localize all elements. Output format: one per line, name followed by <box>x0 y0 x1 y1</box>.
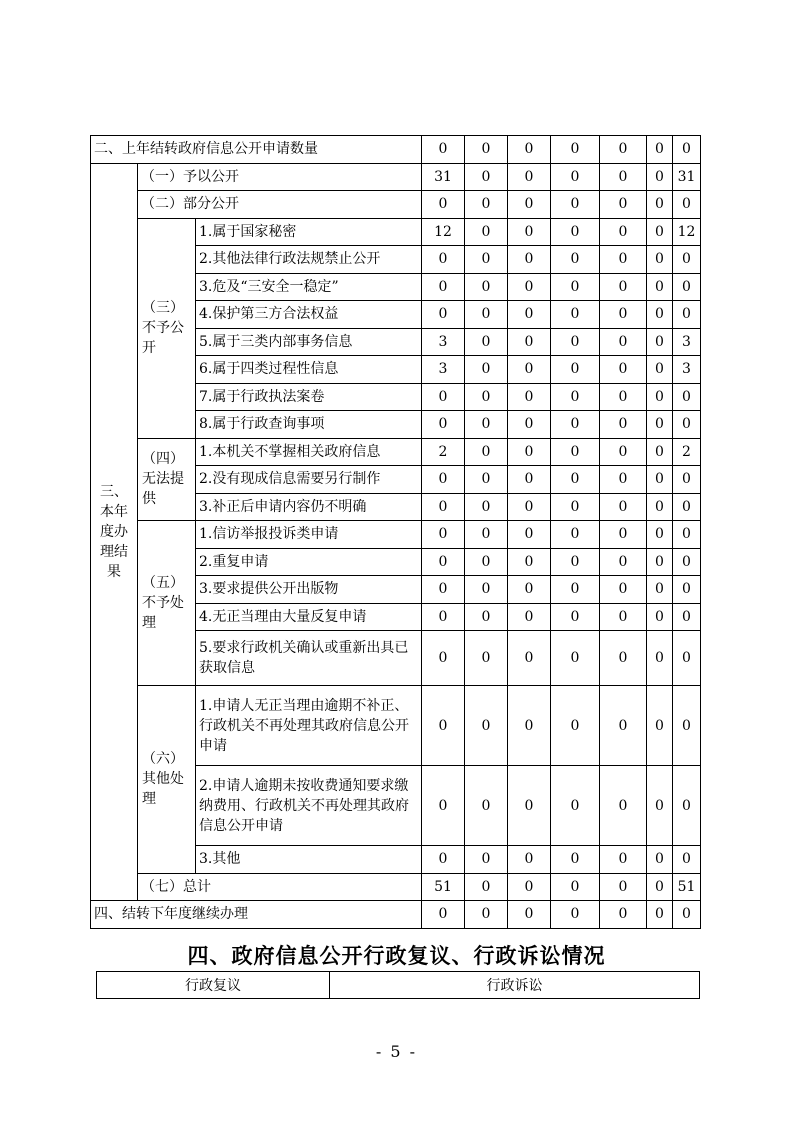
value-cell: 0 <box>422 493 465 521</box>
item-label: 5.属于三类内部事务信息 <box>196 328 422 356</box>
value-cell: 0 <box>508 631 551 686</box>
value-cell: 0 <box>673 766 701 846</box>
value-cell: 0 <box>600 548 647 576</box>
value-cell: 0 <box>600 901 647 929</box>
section-label: 三、本年度办理结果 <box>91 163 138 901</box>
item-label: 6.属于四类过程性信息 <box>196 356 422 384</box>
value-cell: 0 <box>422 521 465 549</box>
value-cell: 0 <box>422 846 465 874</box>
table-row <box>91 163 701 191</box>
value-cell: 12 <box>673 218 701 246</box>
value-cell: 0 <box>600 246 647 274</box>
value-cell: 0 <box>465 273 508 301</box>
value-cell: 0 <box>422 466 465 494</box>
value-cell: 0 <box>465 466 508 494</box>
item-label: 3.补正后申请内容仍不明确 <box>196 493 422 521</box>
value-cell: 0 <box>647 686 673 766</box>
table-row <box>91 218 701 246</box>
value-cell: 0 <box>600 411 647 439</box>
value-cell: 0 <box>647 328 673 356</box>
value-cell: 0 <box>647 846 673 874</box>
value-cell: 0 <box>647 191 673 219</box>
value-cell: 0 <box>551 603 600 631</box>
value-cell: 0 <box>422 576 465 604</box>
section-title: 四、政府信息公开行政复议、行政诉讼情况 <box>187 944 606 968</box>
value-cell: 0 <box>600 438 647 466</box>
value-cell: 0 <box>422 273 465 301</box>
page-number: - 5 - <box>375 1042 418 1061</box>
value-cell: 0 <box>673 411 701 439</box>
value-cell: 0 <box>508 548 551 576</box>
value-cell: 0 <box>508 328 551 356</box>
value-cell: 0 <box>508 383 551 411</box>
value-cell: 0 <box>422 301 465 329</box>
value-cell: 31 <box>673 163 701 191</box>
value-cell: 0 <box>600 191 647 219</box>
value-cell: 0 <box>465 438 508 466</box>
value-cell: 51 <box>422 873 465 901</box>
item-label: 2.没有现成信息需要另行制作 <box>196 466 422 494</box>
group-label: （二）部分公开 <box>138 191 422 219</box>
value-cell: 0 <box>508 411 551 439</box>
value-cell: 0 <box>508 273 551 301</box>
review-header-row <box>97 972 700 999</box>
value-cell: 0 <box>673 521 701 549</box>
value-cell: 0 <box>551 246 600 274</box>
value-cell: 12 <box>422 218 465 246</box>
table-row <box>91 521 701 549</box>
item-label: 3.其他 <box>196 846 422 874</box>
value-cell: 0 <box>673 246 701 274</box>
value-cell: 0 <box>600 383 647 411</box>
value-cell: 0 <box>465 521 508 549</box>
value-cell: 0 <box>647 411 673 439</box>
value-cell: 0 <box>551 466 600 494</box>
value-cell: 0 <box>647 766 673 846</box>
value-cell: 0 <box>673 631 701 686</box>
value-cell: 0 <box>600 328 647 356</box>
value-cell: 0 <box>551 383 600 411</box>
item-label: 5.要求行政机关确认或重新出具已获取信息 <box>196 631 422 686</box>
value-cell: 0 <box>422 411 465 439</box>
table-row <box>91 873 701 901</box>
value-cell: 0 <box>422 631 465 686</box>
value-cell: 0 <box>551 548 600 576</box>
group-label: （一）予以公开 <box>138 163 422 191</box>
value-cell: 0 <box>465 548 508 576</box>
value-cell: 0 <box>422 383 465 411</box>
value-cell: 0 <box>551 521 600 549</box>
value-cell: 0 <box>551 631 600 686</box>
value-cell: 0 <box>508 766 551 846</box>
value-cell: 0 <box>600 493 647 521</box>
row-label: 四、结转下年度继续办理 <box>91 901 422 929</box>
value-cell: 2 <box>422 438 465 466</box>
value-cell: 0 <box>465 218 508 246</box>
value-cell: 0 <box>508 603 551 631</box>
value-cell: 3 <box>422 356 465 384</box>
review-litigation-table <box>96 971 700 999</box>
value-cell: 0 <box>673 383 701 411</box>
value-cell: 0 <box>673 466 701 494</box>
value-cell: 0 <box>551 766 600 846</box>
item-label: 1.申请人无正当理由逾期不补正、行政机关不再处理其政府信息公开申请 <box>196 686 422 766</box>
value-cell: 0 <box>647 438 673 466</box>
value-cell: 0 <box>465 328 508 356</box>
value-cell: 0 <box>600 466 647 494</box>
value-cell: 0 <box>465 136 508 164</box>
value-cell: 0 <box>647 631 673 686</box>
value-cell: 0 <box>551 576 600 604</box>
item-label: 2.申请人逾期未按收费通知要求缴纳费用、行政机关不再处理其政府信息公开申请 <box>196 766 422 846</box>
value-cell: 0 <box>647 603 673 631</box>
value-cell: 0 <box>508 493 551 521</box>
value-cell: 0 <box>647 521 673 549</box>
table-row <box>91 901 701 929</box>
value-cell: 0 <box>422 136 465 164</box>
col-header-litigation: 行政诉讼 <box>330 972 700 999</box>
value-cell: 0 <box>465 576 508 604</box>
group-label: （七）总计 <box>138 873 422 901</box>
value-cell: 0 <box>647 901 673 929</box>
value-cell: 0 <box>647 246 673 274</box>
value-cell: 0 <box>422 548 465 576</box>
value-cell: 0 <box>647 218 673 246</box>
value-cell: 0 <box>551 356 600 384</box>
value-cell: 0 <box>422 686 465 766</box>
value-cell: 0 <box>508 191 551 219</box>
value-cell: 51 <box>673 873 701 901</box>
value-cell: 0 <box>647 136 673 164</box>
item-label: 8.属于行政查询事项 <box>196 411 422 439</box>
item-label: 2.其他法律行政法规禁止公开 <box>196 246 422 274</box>
value-cell: 0 <box>465 356 508 384</box>
value-cell: 0 <box>647 383 673 411</box>
value-cell: 0 <box>600 218 647 246</box>
col-header-review: 行政复议 <box>97 972 330 999</box>
value-cell: 0 <box>465 246 508 274</box>
value-cell: 0 <box>600 766 647 846</box>
value-cell: 0 <box>647 356 673 384</box>
group-label: （四）无法提供 <box>138 438 196 521</box>
value-cell: 0 <box>465 901 508 929</box>
item-label: 2.重复申请 <box>196 548 422 576</box>
row-label: 二、上年结转政府信息公开申请数量 <box>91 136 422 164</box>
value-cell: 0 <box>600 603 647 631</box>
value-cell: 0 <box>647 466 673 494</box>
item-label: 7.属于行政执法案卷 <box>196 383 422 411</box>
value-cell: 0 <box>673 603 701 631</box>
value-cell: 0 <box>551 873 600 901</box>
group-label: （五）不予处理 <box>138 521 196 686</box>
item-label: 4.无正当理由大量反复申请 <box>196 603 422 631</box>
value-cell: 0 <box>508 901 551 929</box>
group-label: （三）不予公开 <box>138 218 196 438</box>
value-cell: 0 <box>600 136 647 164</box>
value-cell: 0 <box>600 631 647 686</box>
value-cell: 0 <box>508 163 551 191</box>
value-cell: 0 <box>551 136 600 164</box>
value-cell: 0 <box>647 873 673 901</box>
table-row <box>91 438 701 466</box>
value-cell: 0 <box>647 273 673 301</box>
value-cell: 0 <box>551 438 600 466</box>
value-cell: 0 <box>551 328 600 356</box>
value-cell: 0 <box>508 356 551 384</box>
value-cell: 3 <box>673 328 701 356</box>
value-cell: 0 <box>647 301 673 329</box>
value-cell: 0 <box>673 686 701 766</box>
value-cell: 0 <box>508 301 551 329</box>
value-cell: 0 <box>422 191 465 219</box>
results-table-body <box>91 136 701 929</box>
value-cell: 0 <box>465 603 508 631</box>
item-label: 1.属于国家秘密 <box>196 218 422 246</box>
value-cell: 0 <box>600 846 647 874</box>
value-cell: 0 <box>508 521 551 549</box>
value-cell: 0 <box>673 301 701 329</box>
value-cell: 0 <box>673 846 701 874</box>
value-cell: 0 <box>422 901 465 929</box>
value-cell: 0 <box>673 576 701 604</box>
value-cell: 0 <box>600 356 647 384</box>
value-cell: 0 <box>600 273 647 301</box>
value-cell: 3 <box>673 356 701 384</box>
value-cell: 0 <box>508 846 551 874</box>
value-cell: 0 <box>673 136 701 164</box>
value-cell: 0 <box>647 163 673 191</box>
item-label: 1.信访举报投诉类申请 <box>196 521 422 549</box>
value-cell: 3 <box>422 328 465 356</box>
value-cell: 0 <box>465 846 508 874</box>
value-cell: 0 <box>673 493 701 521</box>
value-cell: 0 <box>508 466 551 494</box>
item-label: 3.要求提供公开出版物 <box>196 576 422 604</box>
value-cell: 0 <box>508 438 551 466</box>
group-label: （六）其他处理 <box>138 686 196 874</box>
value-cell: 0 <box>551 301 600 329</box>
value-cell: 0 <box>551 191 600 219</box>
value-cell: 0 <box>600 873 647 901</box>
value-cell: 0 <box>465 686 508 766</box>
value-cell: 0 <box>551 686 600 766</box>
value-cell: 0 <box>508 576 551 604</box>
value-cell: 0 <box>551 218 600 246</box>
value-cell: 0 <box>600 521 647 549</box>
value-cell: 0 <box>422 603 465 631</box>
value-cell: 0 <box>673 273 701 301</box>
value-cell: 0 <box>508 246 551 274</box>
value-cell: 0 <box>422 766 465 846</box>
value-cell: 0 <box>673 901 701 929</box>
value-cell: 0 <box>673 548 701 576</box>
value-cell: 0 <box>551 493 600 521</box>
value-cell: 0 <box>465 411 508 439</box>
value-cell: 0 <box>508 873 551 901</box>
value-cell: 0 <box>551 901 600 929</box>
value-cell: 0 <box>647 548 673 576</box>
table-row <box>91 686 701 766</box>
value-cell: 0 <box>465 493 508 521</box>
value-cell: 0 <box>600 576 647 604</box>
table-row <box>91 191 701 219</box>
value-cell: 0 <box>465 631 508 686</box>
value-cell: 0 <box>422 246 465 274</box>
item-label: 4.保护第三方合法权益 <box>196 301 422 329</box>
value-cell: 0 <box>551 411 600 439</box>
value-cell: 0 <box>551 163 600 191</box>
value-cell: 0 <box>465 383 508 411</box>
value-cell: 0 <box>465 301 508 329</box>
value-cell: 0 <box>508 136 551 164</box>
value-cell: 0 <box>647 576 673 604</box>
value-cell: 0 <box>508 218 551 246</box>
value-cell: 31 <box>422 163 465 191</box>
value-cell: 0 <box>551 273 600 301</box>
value-cell: 0 <box>600 163 647 191</box>
item-label: 1.本机关不掌握相关政府信息 <box>196 438 422 466</box>
value-cell: 0 <box>465 873 508 901</box>
value-cell: 0 <box>465 191 508 219</box>
value-cell: 0 <box>465 163 508 191</box>
value-cell: 0 <box>647 493 673 521</box>
value-cell: 0 <box>673 191 701 219</box>
value-cell: 0 <box>551 846 600 874</box>
item-label: 3.危及“三安全一稳定” <box>196 273 422 301</box>
value-cell: 0 <box>600 301 647 329</box>
value-cell: 0 <box>508 686 551 766</box>
value-cell: 0 <box>465 766 508 846</box>
value-cell: 0 <box>600 686 647 766</box>
results-table <box>90 135 701 929</box>
table-row <box>91 136 701 164</box>
value-cell: 2 <box>673 438 701 466</box>
